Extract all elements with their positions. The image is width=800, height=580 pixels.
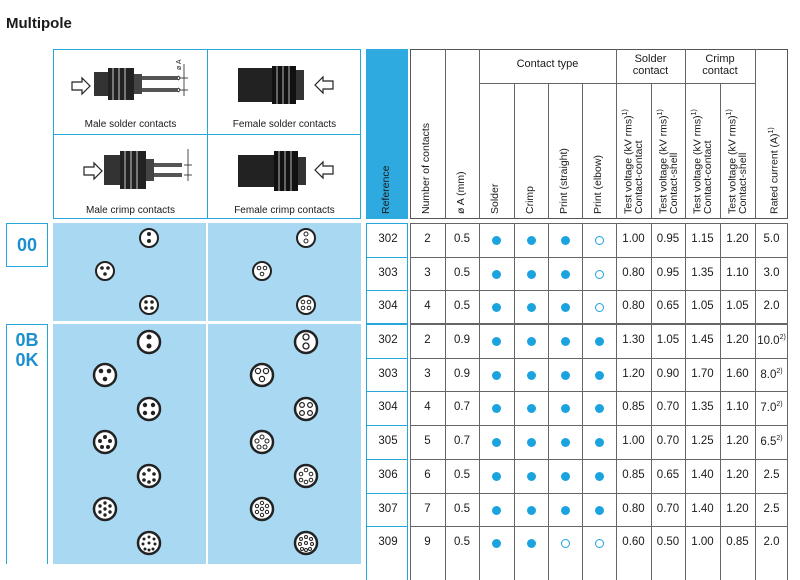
filled-dot-icon xyxy=(595,506,604,515)
crimp-tv-cs-cell: 1.10 xyxy=(726,266,749,279)
dia-a-cell: 0.5 xyxy=(454,266,470,279)
solder-tv-cc-cell: 0.80 xyxy=(622,502,645,515)
crimp-contact-header: Crimp contact xyxy=(702,53,738,77)
num-contacts-cell: 6 xyxy=(424,468,431,481)
num-contacts-header: Number of contacts xyxy=(420,122,432,214)
rated-value: 7.0 xyxy=(760,402,777,415)
crimp-tv-cc-cell: 1.00 xyxy=(691,536,714,549)
solder-header: Solder xyxy=(489,183,501,214)
rated-value: 2.5 xyxy=(763,468,780,481)
num-contacts-cell: 4 xyxy=(424,300,431,313)
crimp-tv-cs-cell: 1.05 xyxy=(726,300,749,313)
filled-dot-icon xyxy=(561,337,570,346)
solder-tv-cs-cell: 0.50 xyxy=(656,536,680,549)
male-face-0b-306-icon xyxy=(138,465,160,487)
female-face-0b-302-icon xyxy=(295,331,317,353)
rated-current-cell xyxy=(755,334,788,347)
solder-tv-cs-header: Test voltage (kV rms)$^{1)}$ Contact-shell xyxy=(657,109,680,214)
crimp-tv-cs-cell: 0.85 xyxy=(726,536,749,549)
rated-value: 2.5 xyxy=(763,502,780,515)
print-elbow-header: Print (elbow) xyxy=(592,155,604,214)
solder-tv-cs-cell: 0.90 xyxy=(656,367,680,380)
open-dot-icon xyxy=(595,236,604,245)
filled-dot-icon xyxy=(561,371,570,380)
filled-dot-icon xyxy=(595,472,604,481)
solder-tv-cc-cell: 0.80 xyxy=(622,266,645,279)
crimp-tv-cs-cell: 1.60 xyxy=(726,367,749,380)
dia-a-cell: 0.7 xyxy=(454,435,470,448)
row-divider xyxy=(410,493,788,494)
solder-tv-cc-cell: 0.85 xyxy=(622,401,645,414)
solder-contact-header: Solder contact xyxy=(632,53,669,77)
crimp-tv-cc-cell: 1.25 xyxy=(691,435,714,448)
male-face-302-icon xyxy=(140,229,158,247)
filled-dot-icon xyxy=(527,472,536,481)
face-icons-group-00 xyxy=(53,223,361,321)
row-divider xyxy=(410,257,788,258)
num-contacts-cell: 3 xyxy=(424,266,431,279)
female-face-303-icon xyxy=(253,262,271,280)
num-contacts-cell: 9 xyxy=(424,536,431,549)
open-dot-icon xyxy=(595,303,604,312)
solder-tv-cs-cell: 0.95 xyxy=(656,233,680,245)
rated-value: 2.0 xyxy=(763,300,780,313)
num-contacts-cell: 5 xyxy=(424,435,431,448)
row-divider xyxy=(366,425,408,426)
crimp-tv-cs-cell: 1.20 xyxy=(726,502,749,515)
rated-current-cell xyxy=(755,435,788,448)
row-divider xyxy=(410,290,788,291)
filled-dot-icon xyxy=(527,270,536,279)
dia-a-cell: 0.5 xyxy=(454,300,470,313)
rated-current-cell xyxy=(755,503,788,515)
crimp-header: Crimp xyxy=(524,186,536,214)
reference-cell: 302 xyxy=(378,233,398,245)
filled-dot-icon xyxy=(492,371,501,380)
row-divider xyxy=(410,526,788,527)
crimp-tv-cc-cell: 1.35 xyxy=(691,401,714,414)
female-face-0b-304-icon xyxy=(295,398,317,420)
solder-tv-cs-cell: 0.65 xyxy=(656,300,680,313)
female-crimp-drawing xyxy=(208,135,361,219)
solder-tv-cs-cell: 1.05 xyxy=(656,334,680,346)
reference-cell: 305 xyxy=(378,435,398,448)
reference-cell: 303 xyxy=(378,266,398,279)
rated-current-header: Rated current $(A)^{1)}$ xyxy=(768,127,781,214)
reference-cell: 309 xyxy=(378,536,398,549)
filled-dot-icon xyxy=(561,472,570,481)
reference-cell: 302 xyxy=(378,334,398,346)
rated-current-cell xyxy=(755,469,788,481)
column-divider xyxy=(479,324,480,580)
column-divider xyxy=(479,223,480,324)
rated-current-cell xyxy=(755,401,788,414)
rated-value: 5.0 xyxy=(763,233,780,245)
series-00-label: 00 xyxy=(16,235,38,255)
dia-a-header: ø A (mm) xyxy=(455,171,467,214)
solder-tv-cs-cell: 0.70 xyxy=(656,435,680,448)
solder-tv-cc-cell: 1.00 xyxy=(622,435,645,448)
female-face-0b-305-icon xyxy=(251,431,273,453)
filled-dot-icon xyxy=(492,472,501,481)
rated-value: 6.5 xyxy=(760,435,777,448)
rated-current-cell xyxy=(755,267,788,279)
open-dot-icon xyxy=(561,539,570,548)
solder-tv-cc-cell: 1.20 xyxy=(622,367,645,380)
crimp-tv-cc-header: Test voltage (kV rms)$^{1)}$ Contact-contact xyxy=(691,109,714,214)
reference-cell: 307 xyxy=(378,502,398,515)
filled-dot-icon xyxy=(527,337,536,346)
filled-dot-icon xyxy=(561,236,570,245)
solder-tv-cc-cell: 1.00 xyxy=(622,233,645,245)
crimp-tv-cc-cell: 1.15 xyxy=(691,233,714,245)
filled-dot-icon xyxy=(527,236,536,245)
solder-tv-cs-cell: 0.70 xyxy=(656,502,680,515)
open-dot-icon xyxy=(595,270,604,279)
female-solder-label: Female solder contacts xyxy=(232,119,337,130)
filled-dot-icon xyxy=(561,270,570,279)
female-face-302-icon xyxy=(297,229,315,247)
solder-tv-cc-cell: 1.30 xyxy=(622,334,645,346)
solder-tv-cs-cell: 0.70 xyxy=(656,401,680,414)
row-divider xyxy=(410,459,788,460)
num-contacts-cell: 7 xyxy=(424,502,431,515)
crimp-tv-cs-cell: 1.20 xyxy=(726,435,749,448)
row-divider xyxy=(366,391,408,392)
filled-dot-icon xyxy=(595,438,604,447)
male-solder-drawing xyxy=(54,50,207,134)
row-divider xyxy=(366,290,408,291)
filled-dot-icon xyxy=(492,236,501,245)
num-contacts-cell: 4 xyxy=(424,401,431,414)
column-divider xyxy=(582,223,583,324)
filled-dot-icon xyxy=(561,404,570,413)
dia-a-cell: 0.9 xyxy=(454,334,470,346)
female-crimp-label: Female crimp contacts xyxy=(234,205,335,216)
column-divider xyxy=(514,223,515,324)
rated-value: 10.0 xyxy=(757,334,780,347)
solder-tv-cc-header: Test voltage (kV rms)$^{1)}$ Contact-contact xyxy=(622,109,645,214)
filled-dot-icon xyxy=(492,270,501,279)
male-solder-label: Male solder contacts xyxy=(84,119,177,130)
row-divider xyxy=(366,257,408,258)
num-contacts-cell: 3 xyxy=(424,367,431,380)
crimp-tv-cs-cell: 1.20 xyxy=(726,334,749,346)
contact-type-header: Contact type xyxy=(516,58,579,70)
filled-dot-icon xyxy=(527,539,536,548)
male-face-0b-303-icon xyxy=(94,364,116,386)
solder-tv-cs-cell: 0.95 xyxy=(656,266,680,279)
female-face-0b-306-icon xyxy=(295,465,317,487)
crimp-tv-cs-cell: 1.10 xyxy=(726,401,749,414)
filled-dot-icon xyxy=(561,438,570,447)
filled-dot-icon xyxy=(527,371,536,380)
solder-tv-cc-cell: 0.80 xyxy=(622,300,645,313)
male-face-303-icon xyxy=(96,262,114,280)
crimp-tv-cc-cell: 1.70 xyxy=(691,367,714,380)
reference-cell: 304 xyxy=(378,401,398,414)
rated-current-cell xyxy=(755,368,788,381)
female-face-0b-307-icon xyxy=(251,498,273,520)
male-face-0b-305-icon xyxy=(94,431,116,453)
connector-images-panel xyxy=(53,49,361,219)
row-divider xyxy=(366,459,408,460)
dia-a-cell: 0.5 xyxy=(454,536,470,549)
filled-dot-icon xyxy=(492,506,501,515)
row-divider xyxy=(410,391,788,392)
male-crimp-label: Male crimp contacts xyxy=(86,205,175,216)
male-face-304-icon xyxy=(140,296,158,314)
filled-dot-icon xyxy=(527,303,536,312)
female-face-0b-309-icon xyxy=(295,532,317,554)
column-divider xyxy=(582,324,583,580)
male-crimp-drawing xyxy=(54,135,207,219)
male-face-0b-302-icon xyxy=(138,331,160,353)
row-divider xyxy=(410,425,788,426)
filled-dot-icon xyxy=(595,371,604,380)
filled-dot-icon xyxy=(492,337,501,346)
page-title: Multipole xyxy=(6,15,72,32)
series-0k-label: 0K xyxy=(15,350,39,370)
dia-a-cell: 0.5 xyxy=(454,502,470,515)
male-face-0b-307-icon xyxy=(94,498,116,520)
footnote-marker: 2) xyxy=(776,367,783,375)
row-divider xyxy=(366,493,408,494)
male-face-0b-309-icon xyxy=(138,532,160,554)
filled-dot-icon xyxy=(595,337,604,346)
filled-dot-icon xyxy=(527,506,536,515)
crimp-tv-cc-cell: 1.45 xyxy=(691,334,714,346)
footnote-marker: 2) xyxy=(776,435,783,443)
filled-dot-icon xyxy=(527,438,536,447)
filled-dot-icon xyxy=(527,404,536,413)
dia-a-cell: 0.7 xyxy=(454,401,470,414)
row-divider xyxy=(366,526,408,527)
footnote-marker: 2) xyxy=(776,401,783,409)
dim-a-label: ø A xyxy=(176,59,183,70)
rated-current-cell xyxy=(755,300,788,312)
column-divider xyxy=(548,223,549,324)
face-icons-group-0b xyxy=(53,324,361,564)
dia-a-cell: 0.5 xyxy=(454,468,470,481)
filled-dot-icon xyxy=(561,303,570,312)
column-divider xyxy=(548,324,549,580)
dia-a-cell: 0.9 xyxy=(454,367,470,380)
rated-value: 3.0 xyxy=(763,266,780,279)
row-divider xyxy=(410,358,788,359)
rated-current-cell xyxy=(755,536,788,548)
solder-tv-cc-cell: 0.85 xyxy=(622,468,645,481)
crimp-tv-cc-cell: 1.35 xyxy=(691,266,714,279)
crimp-tv-cs-header: Test voltage (kV rms)$^{1)}$ Contact-shell xyxy=(726,109,749,214)
num-contacts-cell: 2 xyxy=(424,233,431,245)
open-dot-icon xyxy=(595,539,604,548)
filled-dot-icon xyxy=(561,506,570,515)
rated-value: 8.0 xyxy=(760,368,777,381)
solder-tv-cc-cell: 0.60 xyxy=(622,536,645,549)
crimp-tv-cc-cell: 1.40 xyxy=(691,468,714,481)
rated-current-cell xyxy=(755,233,788,245)
filled-dot-icon xyxy=(595,404,604,413)
dia-a-cell: 0.5 xyxy=(454,233,470,245)
crimp-tv-cc-cell: 1.05 xyxy=(691,300,714,313)
reference-cell: 306 xyxy=(378,468,398,481)
footnote-marker: 2) xyxy=(779,334,786,341)
female-face-0b-303-icon xyxy=(251,364,273,386)
crimp-tv-cs-cell: 1.20 xyxy=(726,468,749,481)
female-solder-drawing xyxy=(208,50,361,134)
crimp-tv-cs-cell: 1.20 xyxy=(726,233,749,245)
row-divider xyxy=(366,358,408,359)
series-0b-label: 0B xyxy=(15,330,39,350)
column-divider xyxy=(514,324,515,580)
female-face-304-icon xyxy=(297,296,315,314)
rated-value: 2.0 xyxy=(763,536,780,549)
print-straight-header: Print (straight) xyxy=(558,148,570,214)
crimp-tv-cc-cell: 1.40 xyxy=(691,502,714,515)
num-contacts-cell: 2 xyxy=(424,334,431,346)
male-face-0b-304-icon xyxy=(138,398,160,420)
reference-cell: 304 xyxy=(378,300,398,313)
reference-header-label: Reference xyxy=(380,165,392,214)
solder-tv-cs-cell: 0.65 xyxy=(656,468,680,481)
reference-cell: 303 xyxy=(378,367,398,380)
